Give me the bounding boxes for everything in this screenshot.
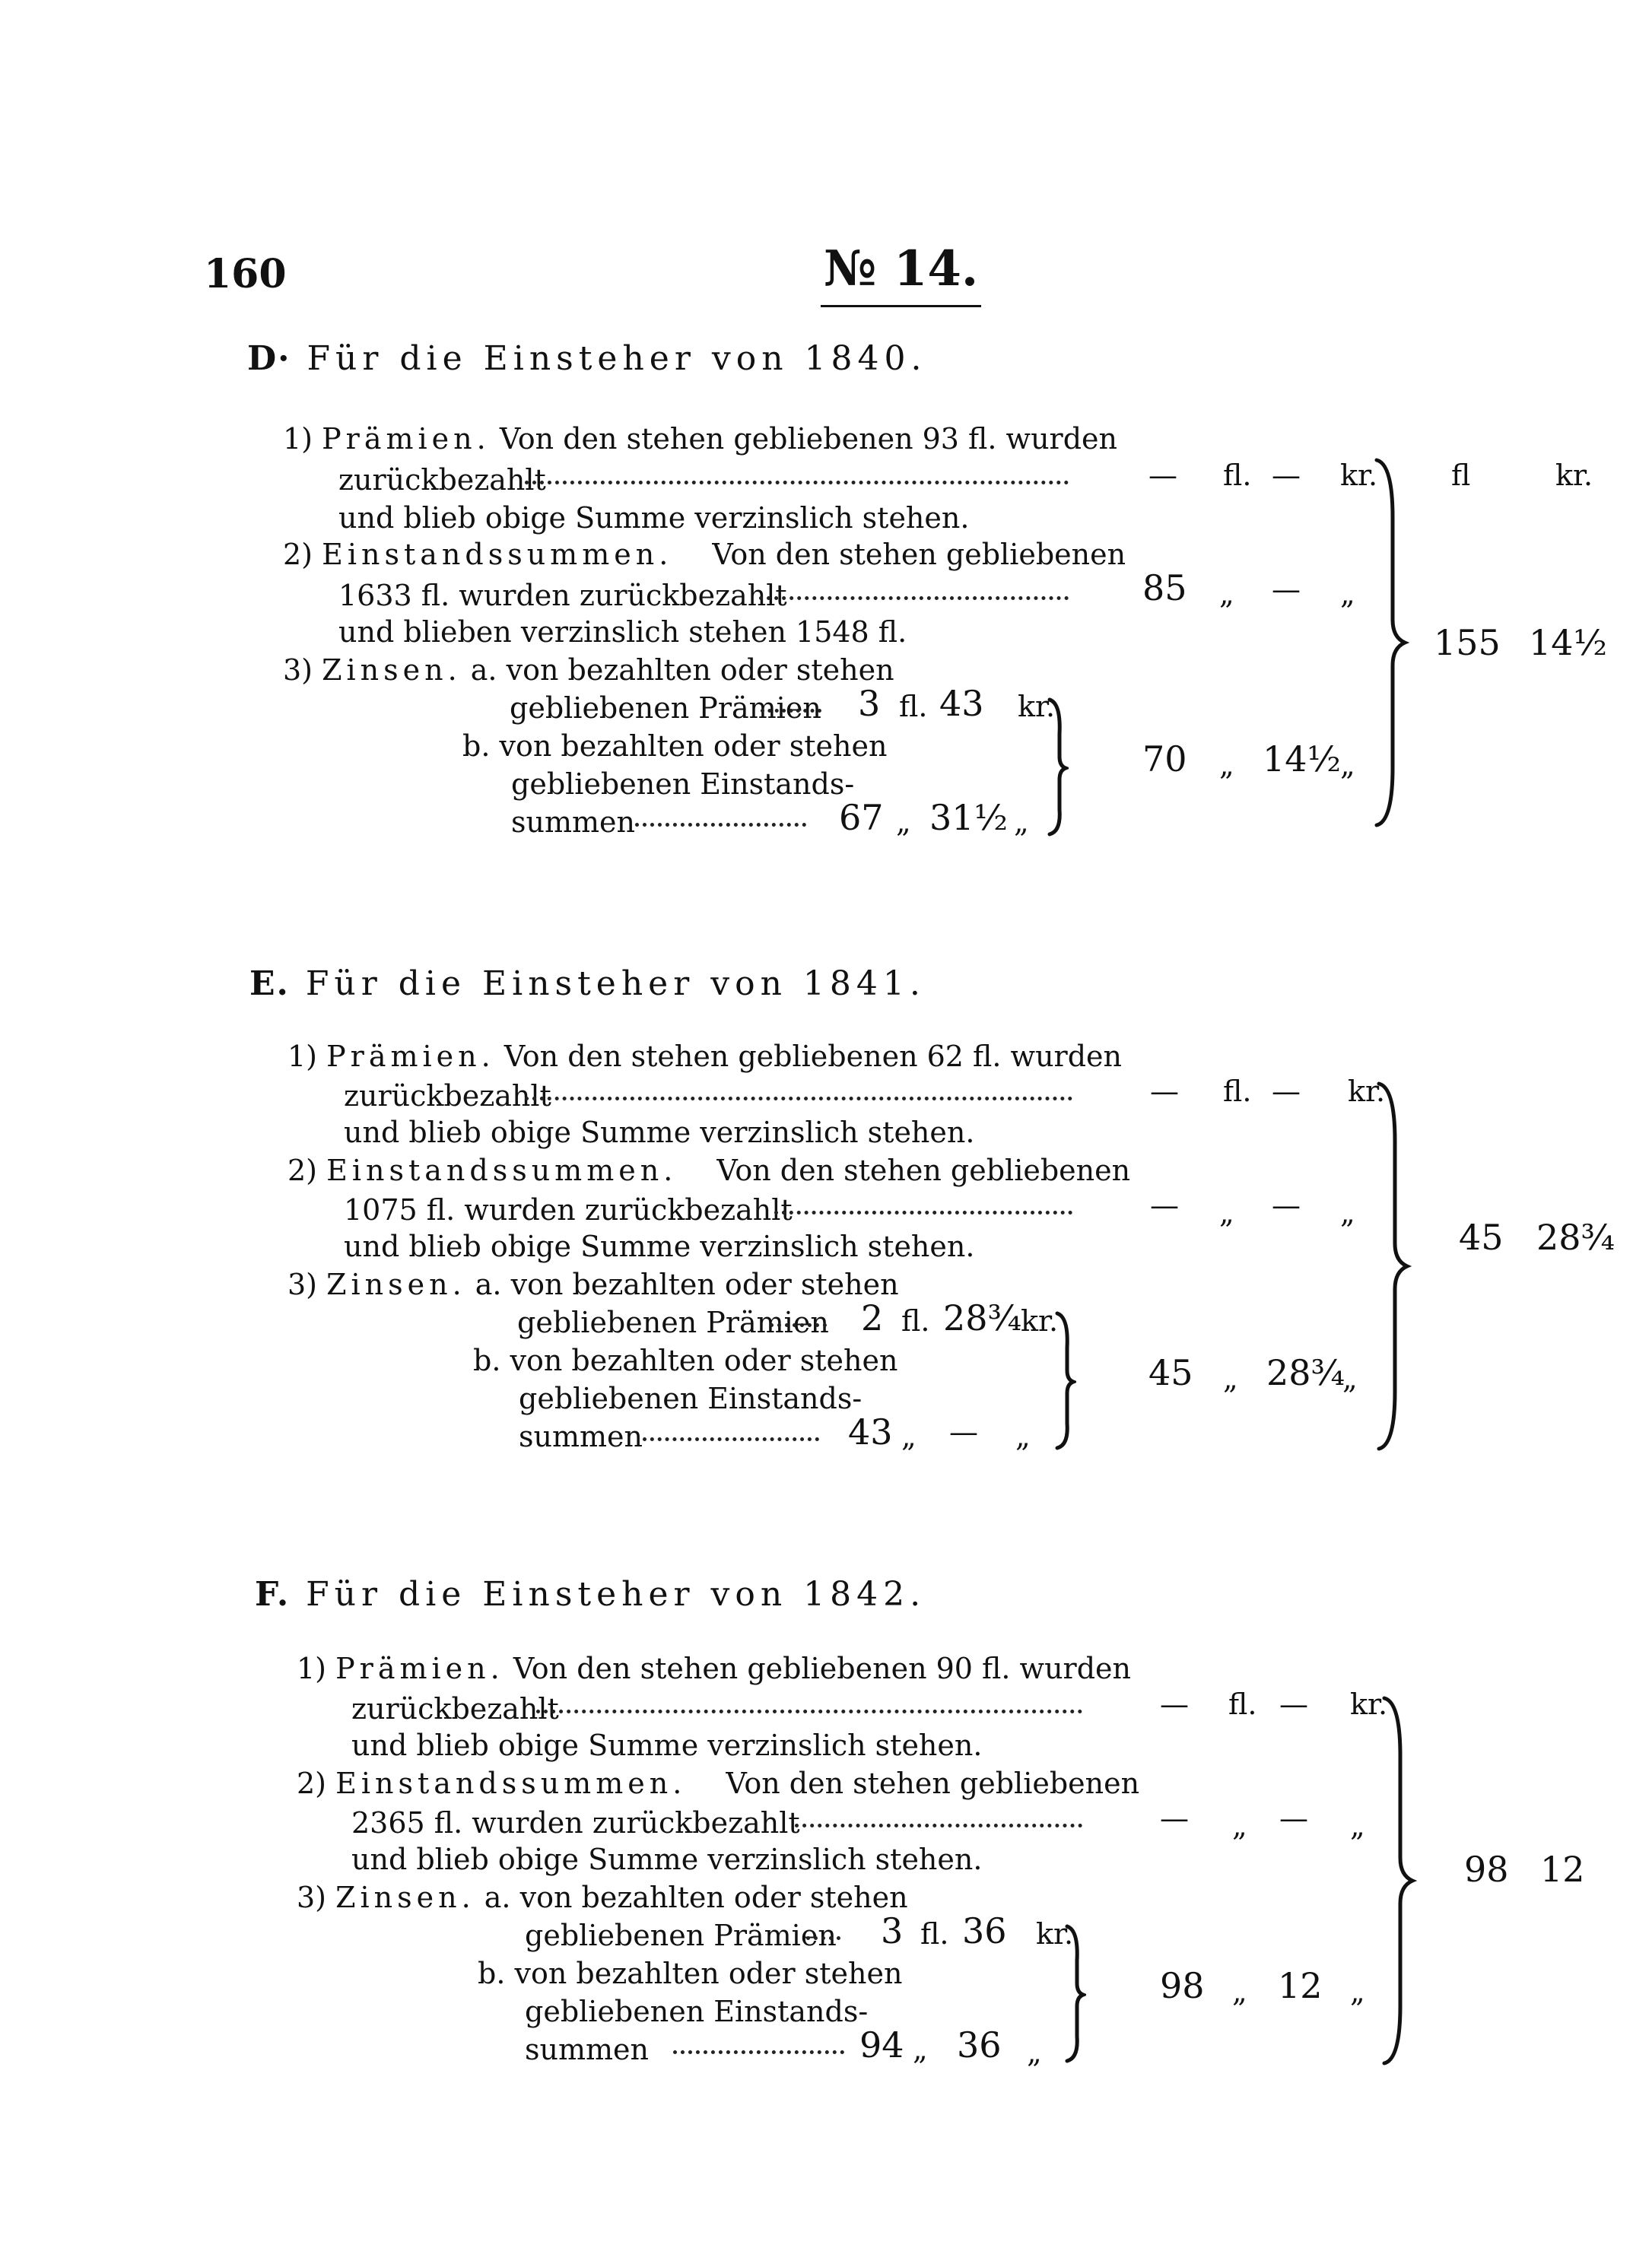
item-2-line-3: und blieb obige Summe verzinslich stehen.: [351, 1843, 983, 1876]
item-1-line-2: zurückbezahlt: [351, 1692, 559, 1726]
item-2-kr-unit: „: [1350, 1809, 1365, 1843]
item-3a-kr-unit: kr.: [1036, 1917, 1074, 1951]
item-1-line-2: zurückbezahlt: [344, 1079, 551, 1113]
section-total-kr: 12: [1540, 1849, 1585, 1890]
item-3a-kr-value: 28¾: [943, 1297, 1022, 1338]
leader-dots: [525, 481, 1069, 484]
item-3a-kr-value: 36: [962, 1910, 1007, 1951]
item-1-fl-unit: fl.: [1223, 1075, 1252, 1108]
item-3-sum-kr: 14½: [1263, 738, 1342, 780]
item-3-sum-fl-unit: „: [1219, 748, 1234, 782]
item-1-line-1: 1) Prämien. Von den stehen gebliebenen 90 fl. wurden: [297, 1652, 1132, 1685]
item-1-fl-unit: fl.: [1223, 459, 1252, 492]
item-2-line-1: 2) Einstandssummen. Von den stehen gebliebenen: [288, 1154, 1131, 1187]
sub-brace: [1053, 1310, 1076, 1450]
item-2-fl-value: 85: [1142, 567, 1187, 608]
item-3-sum-kr: 12: [1278, 1965, 1323, 2006]
item-3a-line-2: gebliebenen Prämien: [525, 1919, 837, 1952]
item-2-line-1: 2) Einstandssummen. Von den stehen gebliebenen: [297, 1767, 1140, 1800]
leader-dots: [761, 709, 821, 713]
item-3a-line-2: gebliebenen Prämien: [517, 1306, 829, 1339]
item-3a-kr-unit: kr.: [1021, 1304, 1059, 1338]
leader-dots: [770, 1323, 827, 1327]
item-3b-line-1: b. von bezahlten oder stehen: [473, 1344, 898, 1377]
leader-dots: [673, 2050, 844, 2054]
item-2-line-3: und blieb obige Summe verzinslich stehen.: [344, 1230, 975, 1263]
item-2-kr-unit: „: [1340, 577, 1355, 611]
item-3b-fl-value: 67: [839, 797, 884, 838]
leader-dots: [795, 1824, 1082, 1827]
item-2-line-3: und blieben verzinslich stehen 1548 fl.: [338, 615, 907, 649]
total-header-fl: fl: [1451, 459, 1471, 492]
total-brace: [1373, 456, 1411, 829]
section-total-kr: 14½: [1529, 622, 1608, 663]
item-2-line-2: 1075 fl. wurden zurückbezahlt: [344, 1193, 793, 1227]
item-1-kr-unit: kr.: [1348, 1075, 1386, 1108]
item-3-sum-kr-unit: „: [1342, 1362, 1358, 1396]
item-3-line-1: 3) Zinsen. a. von bezahlten oder stehen: [283, 653, 894, 687]
sub-brace: [1063, 1923, 1086, 2063]
item-3b-line-3: summen: [511, 805, 636, 839]
total-header-kr: kr.: [1555, 459, 1593, 492]
item-2-line-1: 2) Einstandssummen. Von den stehen gebliebenen: [283, 538, 1126, 571]
leader-dots: [536, 1710, 1082, 1713]
section-total-kr: 28¾: [1536, 1217, 1615, 1258]
item-3b-line-1: b. von bezahlten oder stehen: [478, 1957, 903, 1990]
item-3b-line-3: summen: [525, 2033, 650, 2066]
item-2-fl-unit: „: [1219, 1196, 1234, 1230]
item-3-sum-fl: 45: [1148, 1352, 1193, 1393]
item-2-fl-value: —: [1150, 1189, 1179, 1222]
item-1-fl-value: —: [1160, 1688, 1189, 1721]
sub-brace: [1046, 696, 1069, 837]
item-1-line-3: und blieb obige Summe verzinslich stehen.: [344, 1116, 975, 1149]
leader-dots: [759, 596, 1069, 600]
item-3b-fl-value: 43: [848, 1411, 893, 1453]
item-3-sum-fl: 70: [1142, 738, 1187, 780]
item-3-sum-kr-unit: „: [1340, 748, 1355, 782]
item-1-kr-unit: kr.: [1350, 1688, 1388, 1721]
leader-dots: [806, 1936, 840, 1940]
item-3b-line-1: b. von bezahlten oder stehen: [462, 729, 888, 763]
item-3b-kr-value: 31½: [929, 797, 1009, 838]
leader-dots: [643, 1437, 819, 1441]
section-total-fl: 45: [1459, 1217, 1504, 1258]
item-3b-kr-unit: „: [1014, 805, 1029, 839]
item-3a-kr-value: 43: [939, 683, 984, 724]
item-3a-fl-unit: fl.: [901, 1304, 930, 1338]
item-3b-kr-value: —: [949, 1415, 978, 1449]
item-2-kr-unit: „: [1340, 1196, 1355, 1230]
leader-dots: [525, 1097, 1072, 1100]
item-3a-fl-value: 2: [861, 1297, 884, 1338]
item-3-sum-fl-unit: „: [1232, 1975, 1247, 2008]
item-1-fl-value: —: [1150, 1075, 1179, 1108]
item-3b-line-2: gebliebenen Einstands-: [511, 767, 855, 801]
item-1-line-1: 1) Prämien. Von den stehen gebliebenen 93 fl. wurden: [283, 422, 1118, 456]
item-3a-fl-value: 3: [858, 683, 881, 724]
item-3a-fl-unit: fl.: [920, 1917, 949, 1951]
item-3a-line-2: gebliebenen Prämien: [510, 691, 821, 725]
item-3b-fl-unit: „: [901, 1420, 917, 1453]
item-3b-kr-value: 36: [957, 2024, 1002, 2066]
item-1-fl-value: —: [1148, 459, 1177, 492]
page-heading: № 14.: [824, 240, 979, 297]
item-2-line-2: 1633 fl. wurden zurückbezahlt: [338, 579, 787, 612]
item-2-fl-value: —: [1160, 1802, 1189, 1835]
item-2-kr-value: —: [1272, 573, 1301, 606]
item-1-line-3: und blieb obige Summe verzinslich stehen.: [338, 501, 970, 535]
section-title: D· Für die Einsteher von 1840.: [247, 339, 927, 378]
total-brace: [1380, 1694, 1418, 2067]
leader-dots: [774, 1211, 1072, 1215]
item-1-kr-unit: kr.: [1340, 459, 1378, 492]
item-3-line-1: 3) Zinsen. a. von bezahlten oder stehen: [297, 1881, 908, 1914]
item-3-sum-fl: 98: [1160, 1965, 1205, 2006]
section-total-fl: 155: [1434, 622, 1501, 663]
item-1-line-1: 1) Prämien. Von den stehen gebliebenen 62 fl. wurden: [288, 1040, 1123, 1073]
item-2-fl-unit: „: [1232, 1809, 1247, 1843]
item-2-kr-value: —: [1272, 1189, 1301, 1222]
total-brace: [1375, 1080, 1413, 1453]
item-3b-kr-unit: „: [1027, 2036, 1042, 2069]
section-title: E. Für die Einsteher von 1841.: [249, 964, 926, 1003]
page-number: 160: [204, 251, 287, 297]
item-3b-line-2: gebliebenen Einstands-: [525, 1995, 869, 2028]
item-3a-kr-unit: kr.: [1018, 690, 1056, 723]
section-title: F. Für die Einsteher von 1842.: [255, 1575, 926, 1614]
item-3-sum-fl-unit: „: [1223, 1362, 1238, 1396]
item-3b-line-2: gebliebenen Einstands-: [519, 1382, 863, 1415]
item-3b-kr-unit: „: [1015, 1420, 1031, 1453]
item-3b-line-3: summen: [519, 1420, 643, 1453]
item-1-kr-value: —: [1279, 1688, 1308, 1721]
item-3b-fl-value: 94: [859, 2024, 904, 2066]
section-total-fl: 98: [1464, 1849, 1509, 1890]
item-1-line-2: zurückbezahlt: [338, 463, 546, 497]
item-1-kr-value: —: [1272, 459, 1301, 492]
leader-dots: [635, 823, 806, 827]
item-1-fl-unit: fl.: [1228, 1688, 1257, 1721]
item-2-fl-unit: „: [1219, 577, 1234, 611]
item-2-line-2: 2365 fl. wurden zurückbezahlt: [351, 1806, 800, 1840]
item-3-sum-kr: 28¾: [1266, 1352, 1345, 1393]
item-3a-fl-unit: fl.: [899, 690, 928, 723]
item-3b-fl-unit: „: [896, 805, 911, 839]
item-3-sum-kr-unit: „: [1350, 1975, 1365, 2008]
item-3-line-1: 3) Zinsen. a. von bezahlten oder stehen: [288, 1268, 899, 1301]
item-1-line-3: und blieb obige Summe verzinslich stehen.: [351, 1729, 983, 1762]
item-3b-fl-unit: „: [913, 2033, 928, 2066]
item-3a-fl-value: 3: [881, 1910, 904, 1951]
item-2-kr-value: —: [1279, 1802, 1308, 1835]
item-1-kr-value: —: [1272, 1075, 1301, 1108]
